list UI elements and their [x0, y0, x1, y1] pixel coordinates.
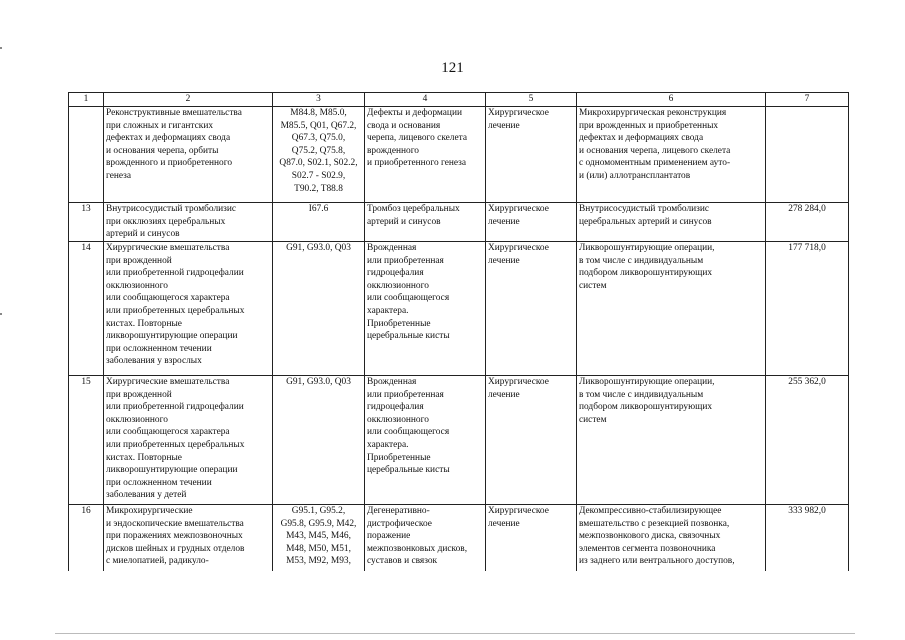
column-header-2: 2	[104, 93, 273, 107]
icd-codes: M84.8, M85.0, M85.5, Q01, Q67.2, Q67.3, Q75.0, Q75.2, Q75.8, Q87.0, S02.1, S02.2, S02.7 - S02.9, T90.2, T88.8	[273, 107, 365, 203]
intervention-name: Хирургические вмешательства при врожденной или приобретенной гидроцефалии окклюзионного или сообщающегося характера или приобретенных церебральных кистах. Повторные ликворошунтирующие операции при осложненном течении заболевания у детей	[104, 376, 273, 505]
price: 278 284,0	[766, 203, 849, 242]
treatment-type: Хирургическое лечение	[486, 203, 577, 242]
medical-services-table	[68, 92, 849, 571]
patient-model: Дефекты и деформации свода и основания черепа, лицевого скелета врожденного и приобретенного генеза	[365, 107, 486, 203]
scan-mark	[0, 47, 2, 49]
column-header-7: 7	[766, 93, 849, 107]
row-number: 13	[69, 203, 104, 242]
table-row	[69, 376, 849, 505]
row-number: 14	[69, 242, 104, 376]
intervention-name: Микрохирургические и эндоскопические вмешательства при поражениях межпозвоночных дисков шейных и грудных отделов с миелопатией, радикуло-	[104, 505, 273, 571]
treatment-type: Хирургическое лечение	[486, 376, 577, 505]
treatment-type: Хирургическое лечение	[486, 505, 577, 571]
table-row	[69, 242, 849, 376]
price: 177 718,0	[766, 242, 849, 376]
column-header-6: 6	[577, 93, 766, 107]
scan-mark	[0, 313, 2, 315]
patient-model: Врожденная или приобретенная гидроцефалия окклюзионного или сообщающегося характера. Приобретенные церебральные кисты	[365, 376, 486, 505]
icd-codes: G91, G93.0, Q03	[273, 376, 365, 505]
intervention-name: Хирургические вмешательства при врожденной или приобретенной гидроцефалии окклюзионного или сообщающегося характера или приобретенных церебральных кистах. Повторные ликворошунтирующие операции при осложненном течении заболевания у взрослых	[104, 242, 273, 376]
treatment-method: Внутрисосудистый тромболизис церебральных артерий и синусов	[577, 203, 766, 242]
table-row	[69, 203, 849, 242]
page-number: 121	[441, 60, 464, 76]
icd-codes: G91, G93.0, Q03	[273, 242, 365, 376]
icd-codes: I67.6	[273, 203, 365, 242]
row-number	[69, 107, 104, 203]
page-bottom-edge	[55, 633, 855, 635]
table-row	[69, 505, 849, 571]
intervention-name: Внутрисосудистый тромболизис при окклюзиях церебральных артерий и синусов	[104, 203, 273, 242]
treatment-method: Ликворошунтирующие операции, в том числе с индивидуальным подбором ликворошунтирующих систем	[577, 242, 766, 376]
table-row	[69, 107, 849, 203]
price: 333 982,0	[766, 505, 849, 571]
price	[766, 107, 849, 203]
patient-model: Тромбоз церебральных артерий и синусов	[365, 203, 486, 242]
intervention-name: Реконструктивные вмешательства при сложных и гигантских дефектах и деформациях свода и основания черепа, орбиты врожденного и приобретенного генеза	[104, 107, 273, 203]
column-number-row	[69, 93, 849, 107]
row-number: 16	[69, 505, 104, 571]
column-header-3: 3	[273, 93, 365, 107]
patient-model: Дегенеративно- дистрофическое поражение межпозвонковых дисков, суставов и связок	[365, 505, 486, 571]
treatment-method: Ликворошунтирующие операции, в том числе с индивидуальным подбором ликворошунтирующих систем	[577, 376, 766, 505]
row-number: 15	[69, 376, 104, 505]
treatment-method: Декомпрессивно-стабилизирующее вмешательство с резекцией позвонка, межпозвонкового диска, связочных элементов сегмента позвоночника из заднего или вентрального доступов,	[577, 505, 766, 571]
column-header-5: 5	[486, 93, 577, 107]
treatment-type: Хирургическое лечение	[486, 107, 577, 203]
price: 255 362,0	[766, 376, 849, 505]
patient-model: Врожденная или приобретенная гидроцефалия окклюзионного или сообщающегося характера. Приобретенные церебральные кисты	[365, 242, 486, 376]
icd-codes: G95.1, G95.2, G95.8, G95.9, M42, M43, M45, M46, M48, M50, M51, M53, M92, M93,	[273, 505, 365, 571]
treatment-type: Хирургическое лечение	[486, 242, 577, 376]
column-header-4: 4	[365, 93, 486, 107]
column-header-1: 1	[69, 93, 104, 107]
treatment-method: Микрохирургическая реконструкция при врожденных и приобретенных дефектах и деформациях свода и основания черепа, лицевого скелета с одномоментным применением ауто- и (или) аллотрансплантатов	[577, 107, 766, 203]
